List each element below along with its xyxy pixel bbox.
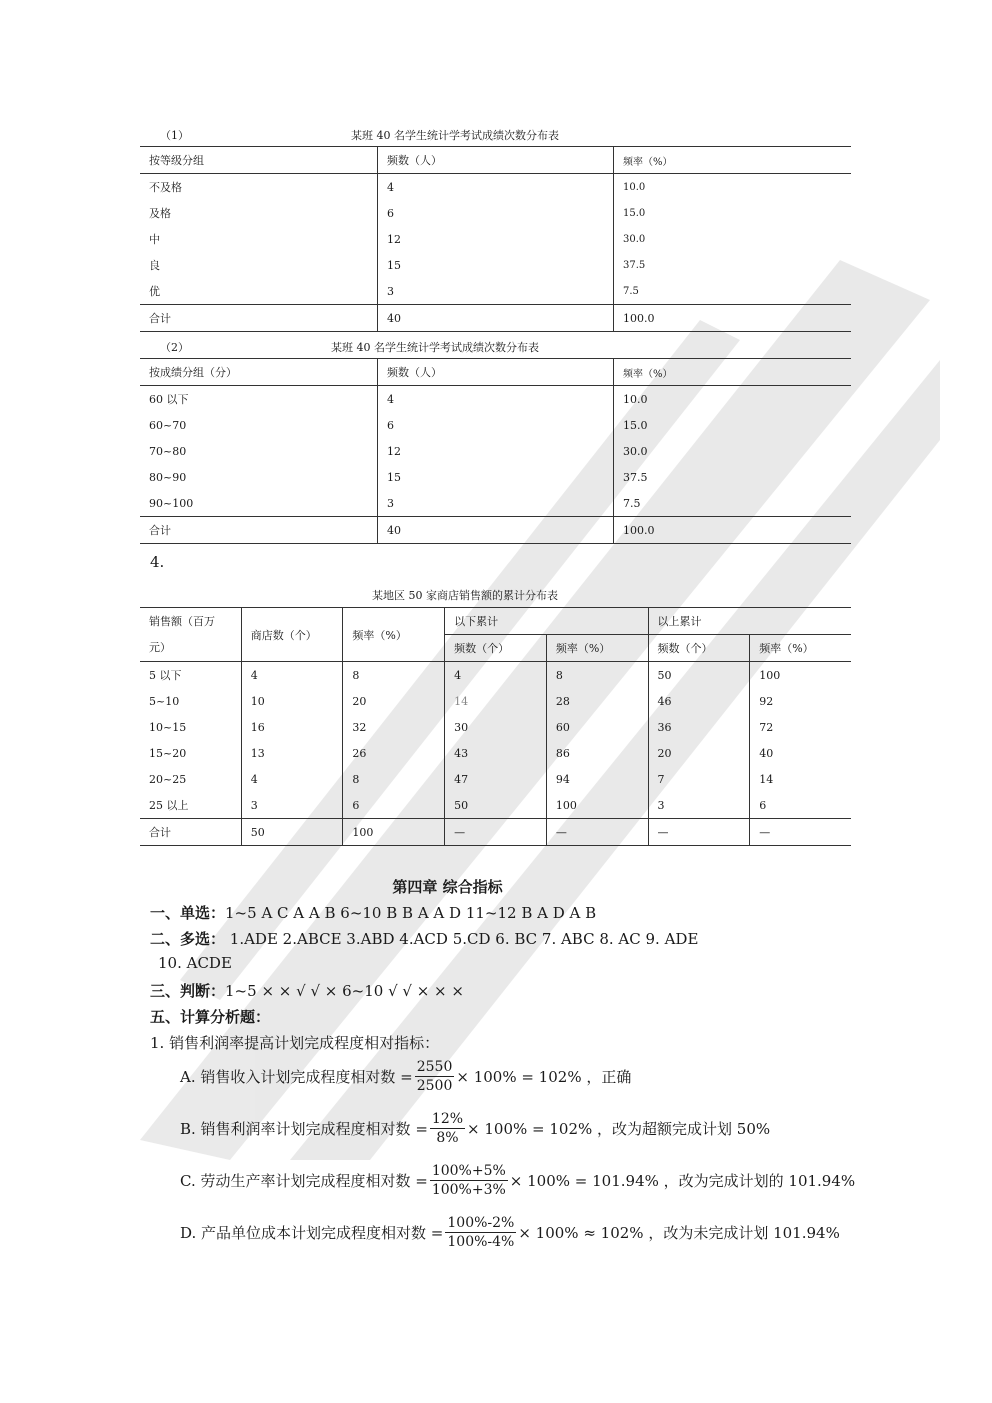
table1 [140, 146, 851, 332]
table3-title: 某地区 50 家商店销售额的累计分布表 [372, 589, 558, 602]
table1-header: 按等级分组 [140, 147, 378, 174]
table-row: 25 以上 3 6 50 100 3 6 [140, 792, 851, 819]
table-row: 及格 6 15.0 [140, 200, 851, 226]
table3-subheader: 频数（个） [648, 635, 750, 662]
calc-section-heading: 五、计算分析题： [150, 1008, 271, 1026]
table-row: 优 3 7.5 [140, 278, 851, 305]
table2 [140, 358, 851, 544]
table2-header: 频率（%） [614, 359, 852, 386]
table-row: 中 12 30.0 [140, 226, 851, 252]
table-row: 10~15 16 32 30 60 36 72 [140, 714, 851, 740]
table-row: 90~100 3 7.5 [140, 490, 851, 517]
table2-number: （2） [160, 341, 189, 354]
table3-header-freq: 频率（%） [343, 608, 445, 662]
question-1: 1. 销售利润率提高计划完成程度相对指标： [150, 1034, 440, 1052]
formula-d: D. 产品单位成本计划完成程度相对数 = $\frac{100\%-2\%}{100\%-4\%}$ × 100% ≈ 102% ，改为未完成计划 101.94% [180, 1215, 840, 1250]
table-total-row: 合计 40 100.0 [140, 305, 851, 332]
table2-header: 频数（人） [378, 359, 614, 386]
table-row: 5~10 10 20 14 28 46 92 [140, 688, 851, 714]
table-total-row: 合计 50 100 — — — — [140, 819, 851, 846]
formula-a: A. 销售收入计划完成程度相对数 = $\frac{2550}{2500}$ × 100% = 102% ，正确 [180, 1059, 632, 1094]
table3-subheader: 频数（个） [445, 635, 547, 662]
table-row: 不及格 4 10.0 [140, 174, 851, 201]
table2-title: 某班 40 名学生统计学考试成绩次数分布表 [331, 341, 539, 354]
table-row: 良 15 37.5 [140, 252, 851, 278]
table3-header-stores: 商店数（个） [241, 608, 343, 662]
formula-b: B. 销售利润率计划完成程度相对数 = $\frac{12\%}{8\%}$ × 100% = 102% ，改为超额完成计划 50% [180, 1111, 771, 1146]
table-total-row: 合计 40 100.0 [140, 517, 851, 544]
multi-choice-answers: 二、多选： 1.ADE 2.ABCE 3.ABD 4.ACD 5.CD 6. BC 7. ABC 8. AC 9. ADE [150, 930, 699, 948]
table-row: 20~25 4 8 47 94 7 14 [140, 766, 851, 792]
single-choice-answers: 一、单选：1~5 A C A A B 6~10 B B A A D 11~12 B A D A B [150, 904, 597, 922]
table-row: 60 以下 4 10.0 [140, 386, 851, 413]
table-row: 70~80 12 30.0 [140, 438, 851, 464]
section-number: 4. [150, 553, 165, 571]
table-row: 60~70 6 15.0 [140, 412, 851, 438]
table3-subheader: 频率（%） [546, 635, 648, 662]
table3-header-above: 以上累计 [657, 615, 702, 628]
table3-header-sales: 销售额（百万 元） [140, 608, 241, 662]
table-row: 80~90 15 37.5 [140, 464, 851, 490]
formula-c: C. 劳动生产率计划完成程度相对数 = $\frac{100\%+5\%}{100\%+3\%}$ × 100% = 101.94% ，改为完成计划的 101.94% [180, 1163, 856, 1198]
table1-header: 频数（人） [378, 147, 614, 174]
table1-header: 频率（%） [614, 147, 852, 174]
table-row: 15~20 13 26 43 86 20 40 [140, 740, 851, 766]
table3-subheader: 频率（%） [750, 635, 851, 662]
table-row: 5 以下 4 8 4 8 50 100 [140, 662, 851, 689]
chapter-title: 第四章 综合指标 [392, 878, 503, 896]
table3-header-below: 以下累计 [445, 608, 648, 635]
table2-header: 按成绩分组（分） [140, 359, 378, 386]
table1-title: 某班 40 名学生统计学考试成绩次数分布表 [351, 129, 559, 142]
true-false-answers: 三、判断：1~5 × × √ √ × 6~10 √ √ × × × [150, 982, 464, 1000]
table1-number: （1） [160, 129, 189, 142]
table3 [140, 607, 851, 846]
multi-choice-answers-cont: 10. ACDE [158, 954, 232, 972]
